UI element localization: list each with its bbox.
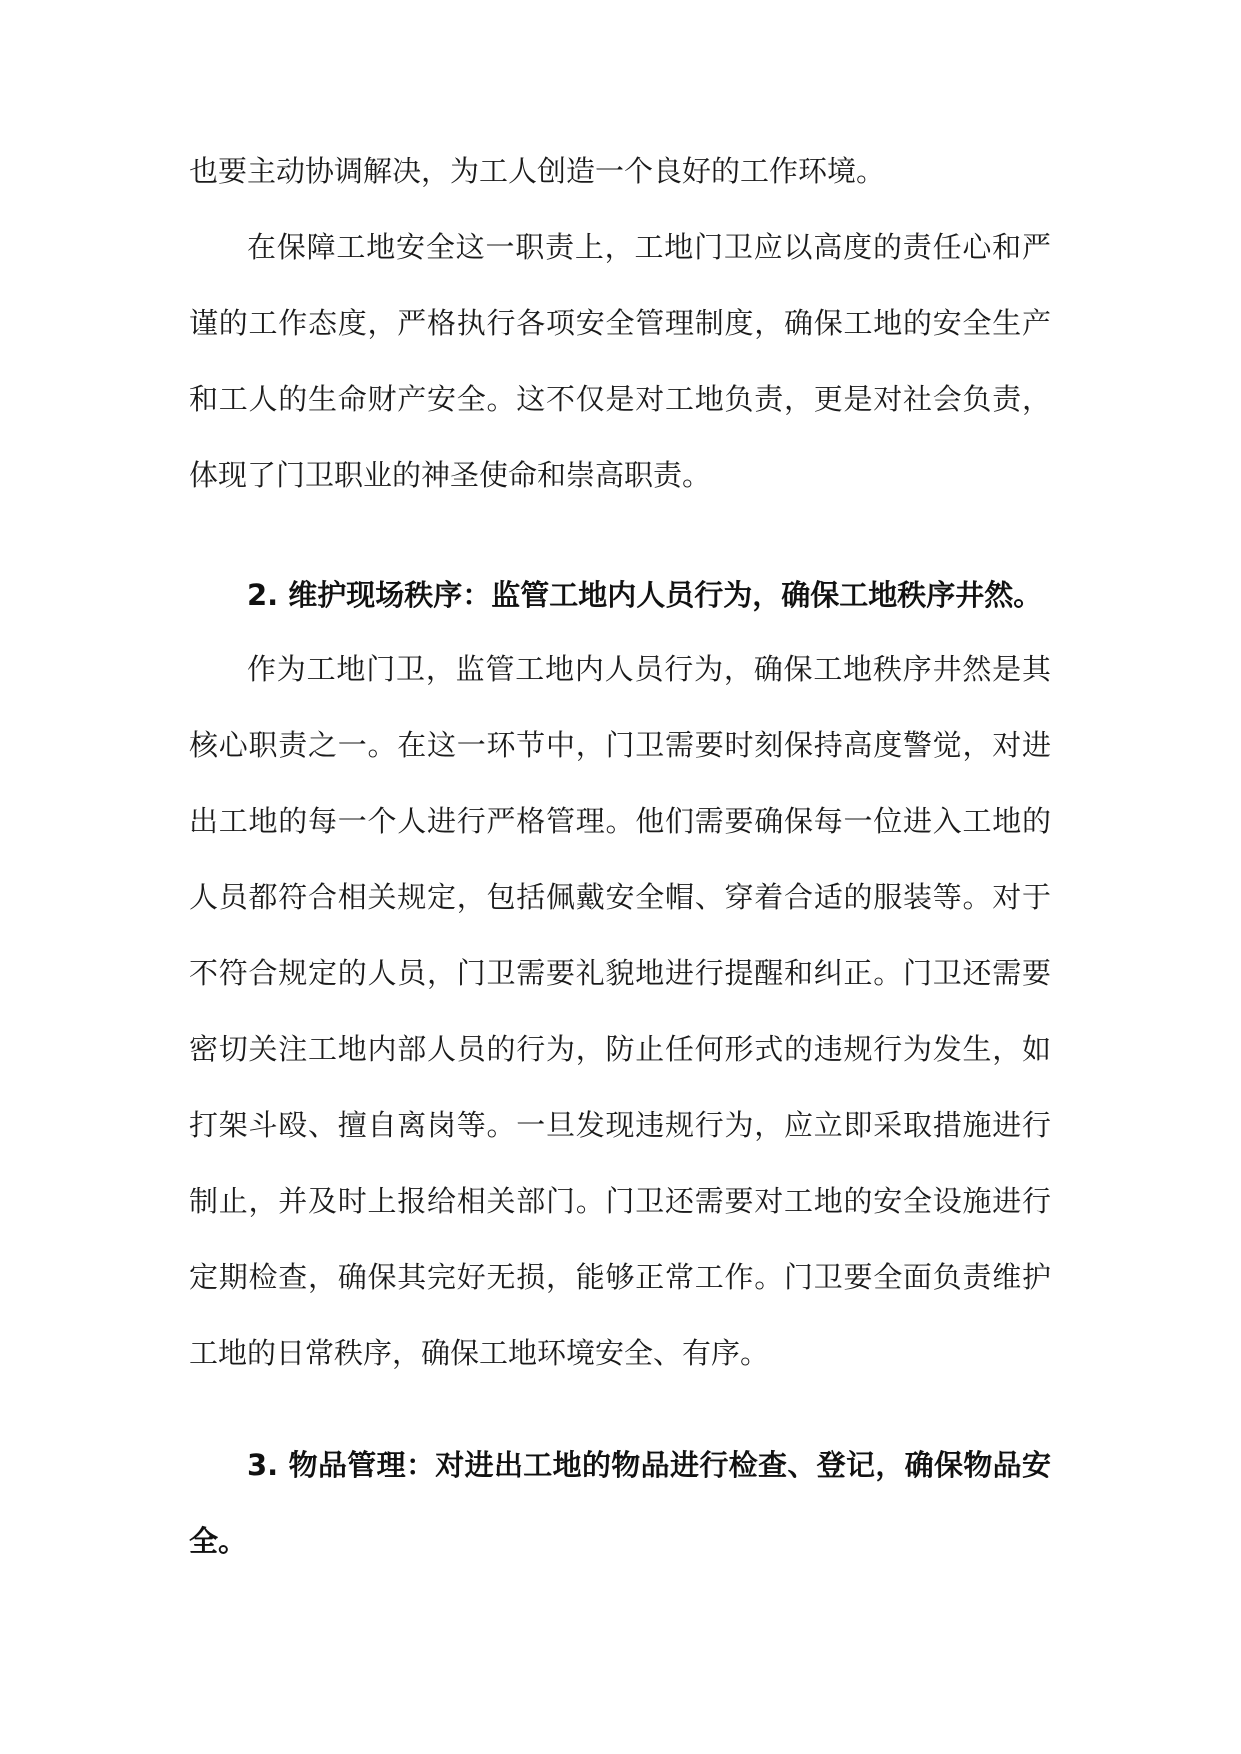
paragraph-continuation: 也要主动协调解决，为工人创造一个良好的工作环境。	[189, 154, 886, 188]
paragraph-safety-duty: 在保障工地安全这一职责上，工地门卫应以高度的责任心和严谨的工作态度，严格执行各项安全管理制度，确保工地的安全生产和工人的生命财产安全。这不仅是对工地负责，更是对社会负责，体现了门卫职业的神圣使命和崇高职责。	[189, 230, 1051, 492]
paragraph-order-duty: 作为工地门卫，监管工地内人员行为，确保工地秩序井然是其核心职责之一。在这一环节中，门卫需要时刻保持高度警觉，对进出工地的每一个人进行严格管理。他们需要确保每一位进入工地的人员都符合相关规定，包括佩戴安全帽、穿着合适的服装等。对于不符合规定的人员，门卫需要礼貌地进行提醒和纠正。门卫还需要密切关注工地内部人员的行为，防止任何形式的违规行为发生，如打架斗殴、擅自离岗等。一旦发现违规行为，应立即采取措施进行制止，并及时上报给相关部门。门卫还需要对工地的安全设施进行定期检查，确保其完好无损，能够正常工作。门卫要全面负责维护工地的日常秩序，确保工地环境安全、有序。	[189, 652, 1051, 1370]
section-heading-2: 2. 维护现场秩序：监管工地内人员行为，确保工地秩序井然。	[247, 578, 1043, 612]
section-heading-3: 3. 物品管理：对进出工地的物品进行检查、登记，确保物品安全。	[189, 1448, 1051, 1558]
